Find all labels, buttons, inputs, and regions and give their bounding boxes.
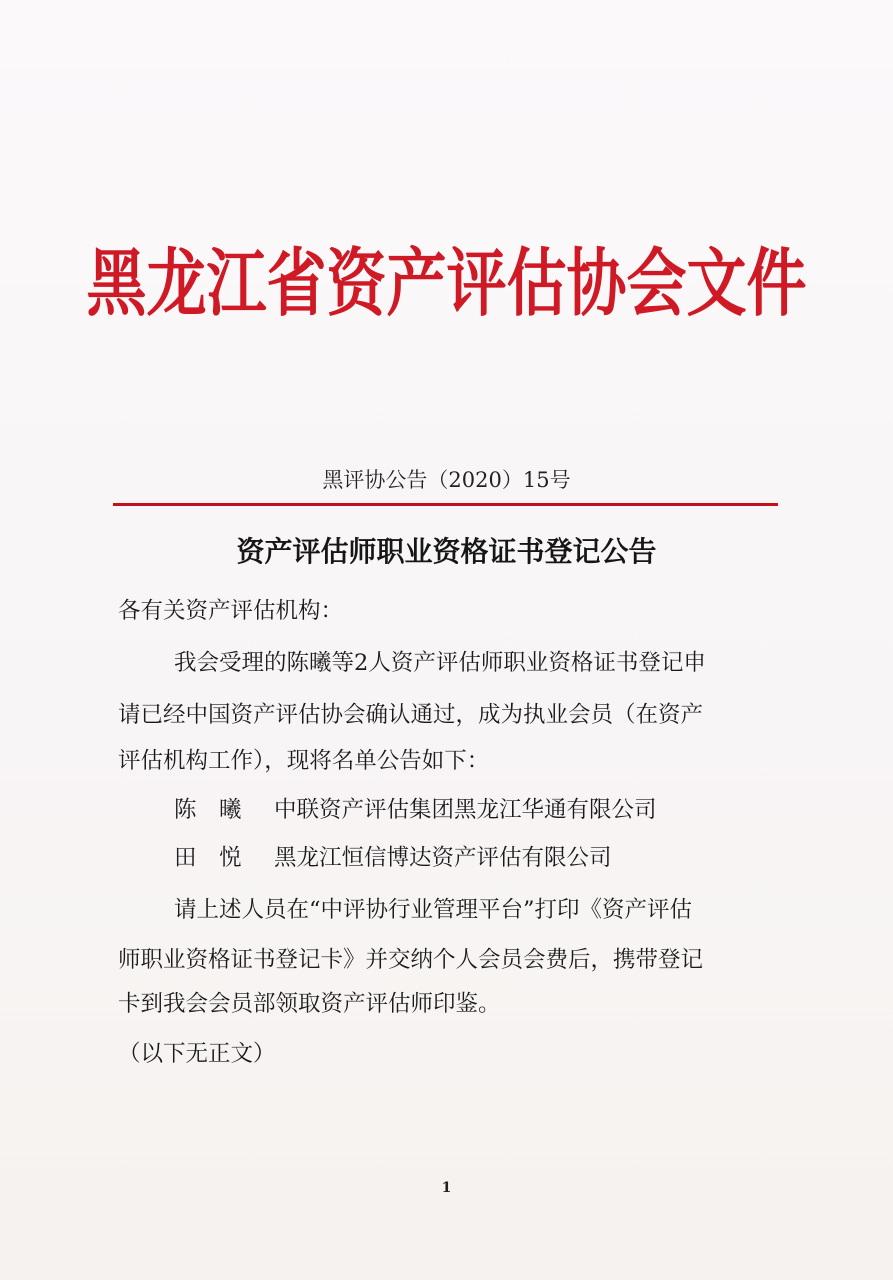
- paragraph-1-line-3: 评估机构工作），现将名单公告如下：: [118, 748, 490, 774]
- member-organization: 中联资产评估集团黑龙江华通有限公司: [274, 797, 657, 823]
- closing-note: （以下无正文）: [118, 1041, 276, 1067]
- member-row: [174, 792, 657, 828]
- member-name: 陈 曦: [174, 797, 242, 823]
- paragraph-2-line-1: 请上述人员在“中评协行业管理平台”打印《资产评估: [174, 897, 693, 923]
- salutation: 各有关资产评估机构：: [118, 598, 344, 624]
- member-organization: 黑龙江恒信博达资产评估有限公司: [274, 845, 612, 871]
- page-number: 1: [441, 1180, 452, 1196]
- paragraph-2-line-3: 卡到我会会员部领取资产评估师印鉴。: [118, 991, 501, 1017]
- notice-subject: 资产评估师职业资格证书登记公告: [236, 535, 657, 568]
- member-row: [174, 840, 612, 876]
- paragraph-1-line-1: 我会受理的陈曦等2人资产评估师职业资格证书登记申: [174, 650, 706, 676]
- red-divider-line: [113, 503, 778, 506]
- paragraph-2-line-2: 师职业资格证书登记卡》并交纳个人会员会费后，携带登记: [118, 947, 704, 973]
- member-name: 田 悦: [174, 845, 242, 871]
- document-header-title: 黑龙江省资产评估协会文件: [86, 241, 807, 327]
- document-number: 黑评协公告（2020）15号: [322, 468, 571, 492]
- paragraph-1-line-2: 请已经中国资产评估协会确认通过，成为执业会员（在资产: [118, 702, 704, 728]
